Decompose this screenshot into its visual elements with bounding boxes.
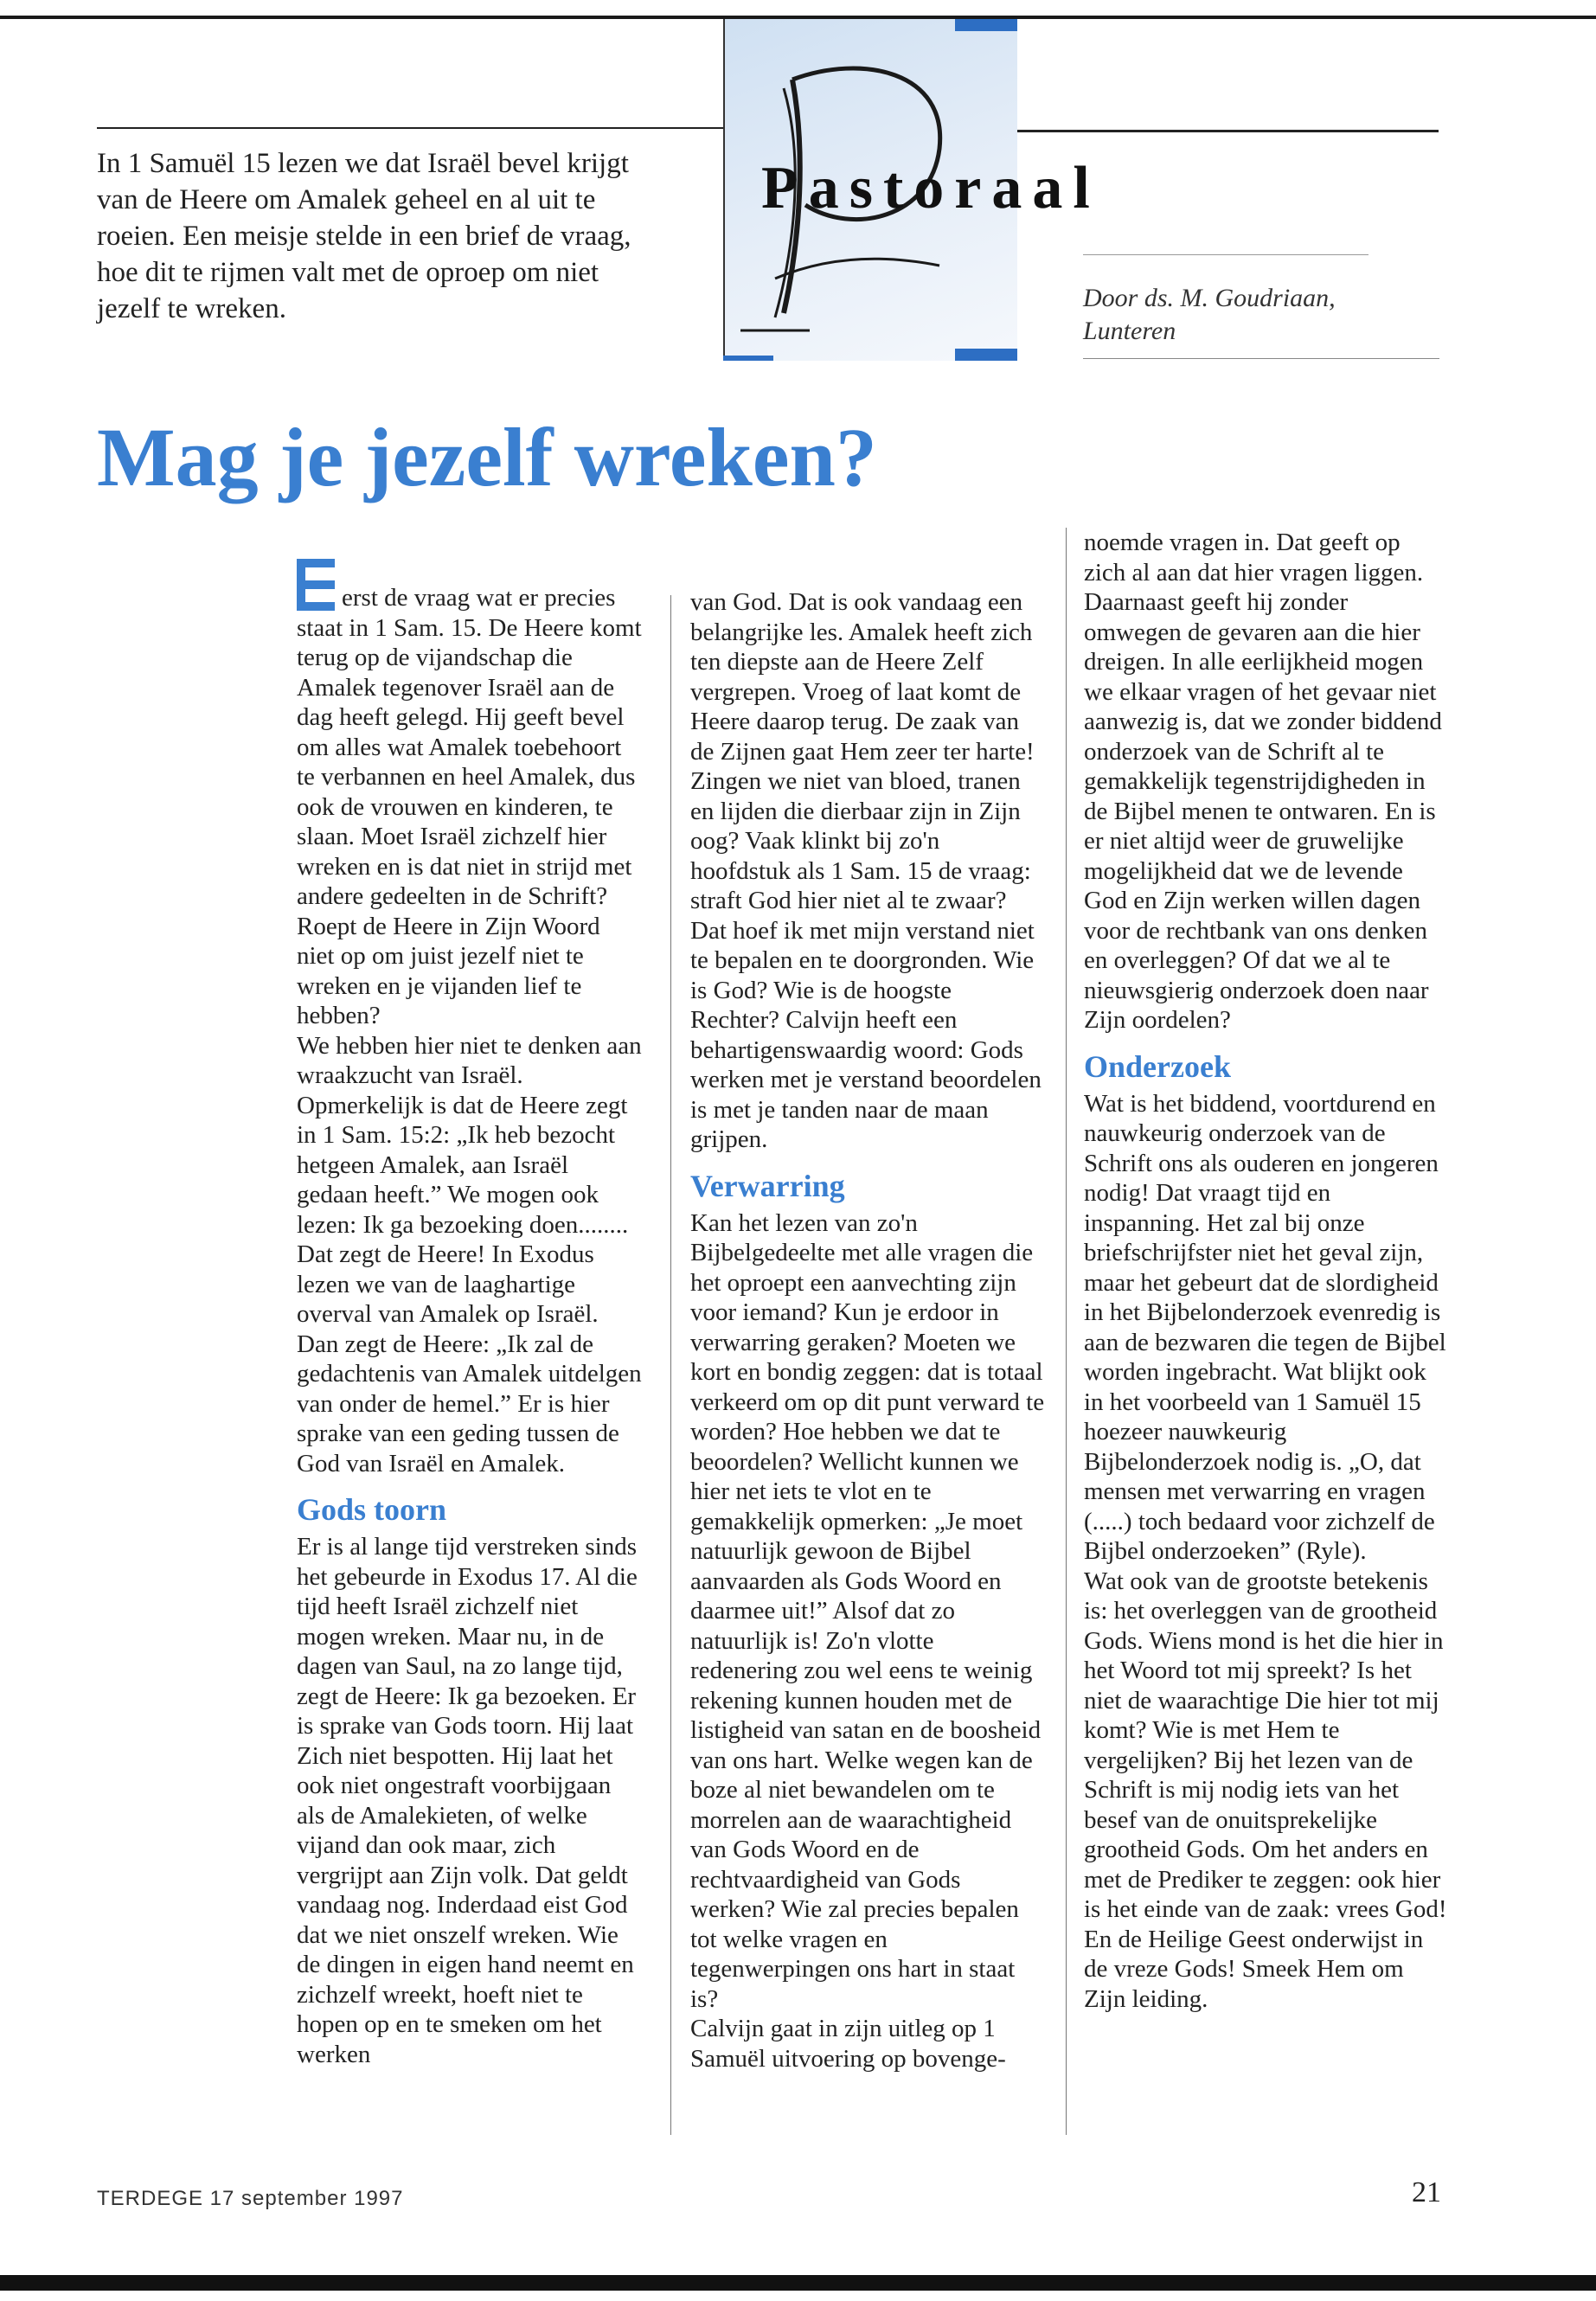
paragraph-text: erst de vraag wat er precies staat in 1 Sam. 15. De Heere komt terug op de vijandschap die Amalek tegenover Israël aan de dag heeft gelegd. Hij geeft bevel om alles wat Amalek toebehoort te verbannen en heel Amalek, dus ook de vrouwen en kinderen, te slaan. Moet Israël zichzelf hier wreken en is dat niet in strijd met andere gedeelten in de Schrift? Roept de Heere in Zijn Woord niet op om juist jezelf niet te wreken en je vijanden lief te hebben? <box>297 584 642 1029</box>
paragraph: We hebben hier niet te denken aan wraakzucht van Israël. Opmerkelijk is dat de Heere zegt in 1 Sam. 15:2: „Ik heb bezocht hetgeen Amalek, aan Israël gedaan heeft.” We mogen ook lezen: Ik ga bezoeking doen........ Dat zegt de Heere! In Exodus lezen we van de laaghartige overval van Amalek op Israël. Dan zegt de Heere: „Ik zal de gedachtenis van Amalek uitdelgen van onder de hemel.” Er is hier sprake van een geding tussen de God van Israël en Amalek. <box>297 1031 642 1477</box>
article-column-3 <box>1084 528 1447 2014</box>
article-headline: Mag je jezelf wreken? <box>97 411 877 503</box>
paragraph: Er is al lange tijd verstreken sinds het gebeurde in Exodus 17. Al die tijd heeft Israël zichzelf niet mogen wreken. Maar nu, in de dagen van Saul, na zo lange tijd, zegt de Heere: Ik ga bezoeken. Er is sprake van Gods toorn. Hij laat Zich niet bespotten. Hij laat het ook niet ongestraft voorbijgaan als de Amalekieten, of welke vijand dan ook maar, zich vergrijpt aan Zijn volk. Dat geldt vandaag nog. Inderdaad eist God dat we niet onszelf wreken. Wie de dingen in eigen hand neemt en zichzelf wreekt, hoeft niet te hopen op en te smeken om het werken <box>297 1533 638 2068</box>
article-column-1 <box>297 559 643 2069</box>
bottom-rule <box>0 2275 1596 2291</box>
byline-rule <box>1083 358 1439 359</box>
byline <box>1083 282 1446 348</box>
paragraph: noemde vragen in. Dat geeft op zich al aan dat hier vragen liggen. Daarnaast geeft hij zonder omwegen de gevaren aan die hier dreigen. In alle eerlijkheid mogen we elkaar vragen of het gevaar niet aanwezig is, dat we zonder biddend onderzoek van de Schrift al te gemakkelijk tegenstrijdigheden in de Bijbel menen te ontwaren. En is er niet altijd weer de gruwelijke mogelijkheid dat we de levende God en Zijn werken willen dagen voor de rechtbank van ons denken en overleggen? Of dat we al te nieuwsgierig onderzoek doen naar Zijn oordelen? <box>1084 529 1442 1034</box>
paragraph: van God. Dat is ook vandaag een belangrijke les. Amalek heeft zich ten diepste aan de Heere Zelf vergrepen. Vroeg of laat komt de Heere daarop terug. De zaak van de Zijnen gaat Hem zeer ter harte! Zingen we niet van bloed, tranen en lijden die dierbaar zijn in Zijn oog? Vaak klinkt bij zo'n hoofdstuk als 1 Sam. 15 de vraag: straft God hier niet al te zwaar? Dat hoef ik met mijn verstand niet te bepalen en te doorgronden. Wie is God? Wie is de hoogste Rechter? Calvijn heeft een behartigenswaardig woord: Gods werken met je verstand beoordelen is met je tanden naar de maan grijpen. <box>690 588 1042 1153</box>
byline-location: Lunteren <box>1083 317 1176 345</box>
section-subrule <box>1083 254 1368 255</box>
dropcap-e-icon <box>297 559 335 611</box>
subheading-gods-toorn: Gods toorn <box>297 1492 447 1527</box>
paragraph: Wat is het biddend, voortdurend en nauwkeurig onderzoek van de Schrift ons als ouderen en jongeren nodig! Dat vraagt tijd en inspanning. Het zal bij onze briefschrijfster niet het geval zijn, maar het gebeurt dat de slordigheid in het Bijbelonderzoek evenredig is aan de bezwaren die tegen de Bijbel worden ingebracht. Wat blijkt ook in het voorbeeld van 1 Samuël 15 hoezeer nauwkeurig Bijbelonderzoek nodig is. „O, dat mensen met verwarring en vragen (.....) toch bedaard voor zichzelf de Bijbel onderzoeken” (Ryle). <box>1084 1089 1446 1565</box>
article-column-2 <box>690 587 1045 2073</box>
header-rule-right <box>1010 130 1439 132</box>
section-title: Pastoraal <box>761 155 1100 221</box>
column-separator <box>670 595 671 2135</box>
paragraph: Calvijn gaat in zijn uitleg op 1 Samuël uitvoering op bovenge- <box>690 2015 1006 2073</box>
byline-author: Door ds. M. Goudriaan, <box>1083 284 1336 312</box>
paragraph: Wat ook van de grootste betekenis is: het overleggen van de grootheid Gods. Wiens mond is het die hier in het Woord tot mij spreekt? Is het niet de waarachtige Die hier tot mij komt? Wie is met Hem te vergelijken? Bij het lezen van de Schrift is mij nodig iets van het besef van de onuitsprekelijke grootheid Gods. Om het anders en met de Prediker te zeggen: ook hier is het einde van de zaak: vrees God! En de Heilige Geest onderwijst in de vreze Gods! Smeek Hem om Zijn leiding. <box>1084 1567 1447 2013</box>
publication-footer: TERDEGE 17 september 1997 <box>97 2187 404 2210</box>
paragraph <box>297 559 643 1031</box>
page-number: 21 <box>1412 2176 1441 2208</box>
paragraph: Kan het lezen van zo'n Bijbelgedeelte met alle vragen die het oproept een aanvechting zijn voor iemand? Kun je erdoor in verwarring geraken? Moeten we kort en bondig zeggen: dat is totaal verkeerd om op dit punt verward te worden? Hoe hebben we dat te beoordelen? Wellicht kunnen we hier net iets te vlot en te gemakkelijk opmerken: „Je moet natuurlijk gewoon de Bijbel aanvaarden als Gods Woord en daarmee uit!” Alsof dat zo natuurlijk is! Zo'n vlotte redenering zou wel eens te weinig rekening kunnen houden met de listigheid van satan en de boosheid van ons hart. Welke wegen kan de boze al niet bewandelen om te morrelen aan de waarachtigheid van Gods Woord en de rechtvaardigheid van Gods werken? Wie zal precies bepalen tot welke vragen en tegenwerpingen ons hart in staat is? <box>690 1208 1045 2013</box>
subheading-verwarring: Verwarring <box>690 1168 845 1203</box>
subheading-onderzoek: Onderzoek <box>1084 1048 1231 1084</box>
header-rule-left <box>97 127 724 129</box>
column-separator <box>1066 528 1067 2135</box>
intro-text: In 1 Samuël 15 lezen we dat Israël bevel krijgt van de Heere om Amalek geheel en al uit te roeien. Een meisje stelde in een brief de vraag, hoe dit te rijmen valt met de oproep om niet jezelf te wreken. <box>97 148 631 324</box>
